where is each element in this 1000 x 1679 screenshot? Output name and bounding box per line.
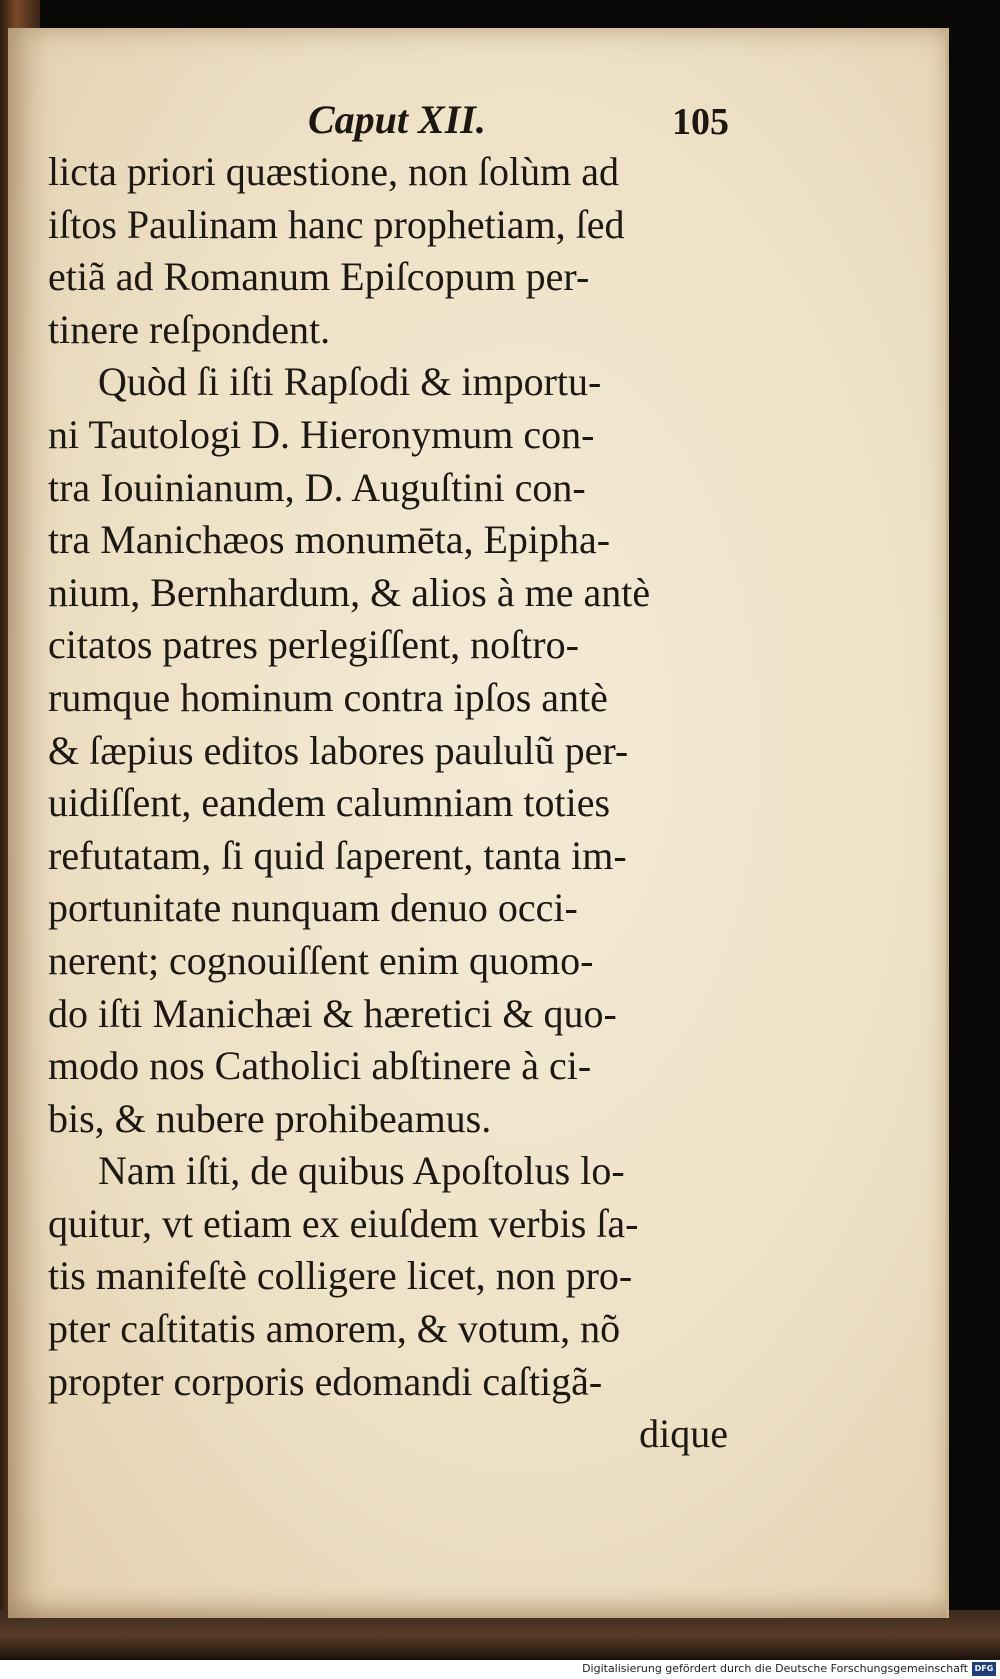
book-page [8,28,949,1618]
digitization-footer [0,1660,1000,1679]
text-line: tra Manichæos monumēta, Epipha- [48,517,611,563]
text-line: propter corporis edomandi caſtigã- [48,1358,603,1404]
text-line: bis, & nubere prohibeamus. [48,1095,492,1141]
text-line: citatos patres perlegiſſent, noſtro- [48,622,579,668]
text-line: rumque hominum contra ipſos antè [48,674,608,720]
page-header [8,88,946,148]
text-line: & ſæpius editos labores paululũ per- [48,727,629,773]
text-line: tra Iouinianum, D. Auguſtini con- [48,464,586,510]
paragraph-start-line: Quòd ſi iſti Rapſodi & importu- [98,359,602,405]
text-line: do iſti Manichæi & hæretici & quo- [48,990,617,1036]
text-line: nerent; cognouiſſent enim quomo- [48,937,594,983]
text-line: licta priori quæstione, non ſolùm ad [48,149,620,194]
running-head: Caput XII. [308,97,486,142]
text-line: nium, Bernhardum, & alios à me antè [48,569,651,615]
page-number: 105 [672,101,729,143]
page-body-text [48,146,738,1461]
text-line: refutatam, ſi quid ſaperent, tanta im- [48,832,627,878]
text-line: pter caſtitatis amorem, & votum, nõ [48,1306,621,1352]
dfg-logo: DFG [972,1662,996,1676]
text-line: iſtos Paulinam hanc prophetiam, ſed [48,201,625,247]
text-line: uidiſſent, eandem calumniam toties [48,780,611,826]
text-line: modo nos Catholici abſtinere à ci- [48,1043,592,1089]
text-line: tis manifeſtè colligere licet, non pro- [48,1253,633,1299]
text-line: etiã ad Romanum Epiſcopum per- [48,254,590,300]
text-line: portunitate nunquam denuo occi- [48,885,578,931]
text-line: tinere reſpondent. [48,306,331,352]
paragraph-start-line: Nam iſti, de quibus Apoſtolus lo- [98,1148,625,1194]
catchword: dique [639,1411,728,1457]
text-line: quitur, vt etiam ex eiuſdem verbis ſa- [48,1200,639,1246]
funding-credit: Digitalisierung gefördert durch die Deutsche Forschungsgemeinschaft [582,1662,968,1675]
text-line: ni Tautologi D. Hieronymum con- [48,411,595,457]
